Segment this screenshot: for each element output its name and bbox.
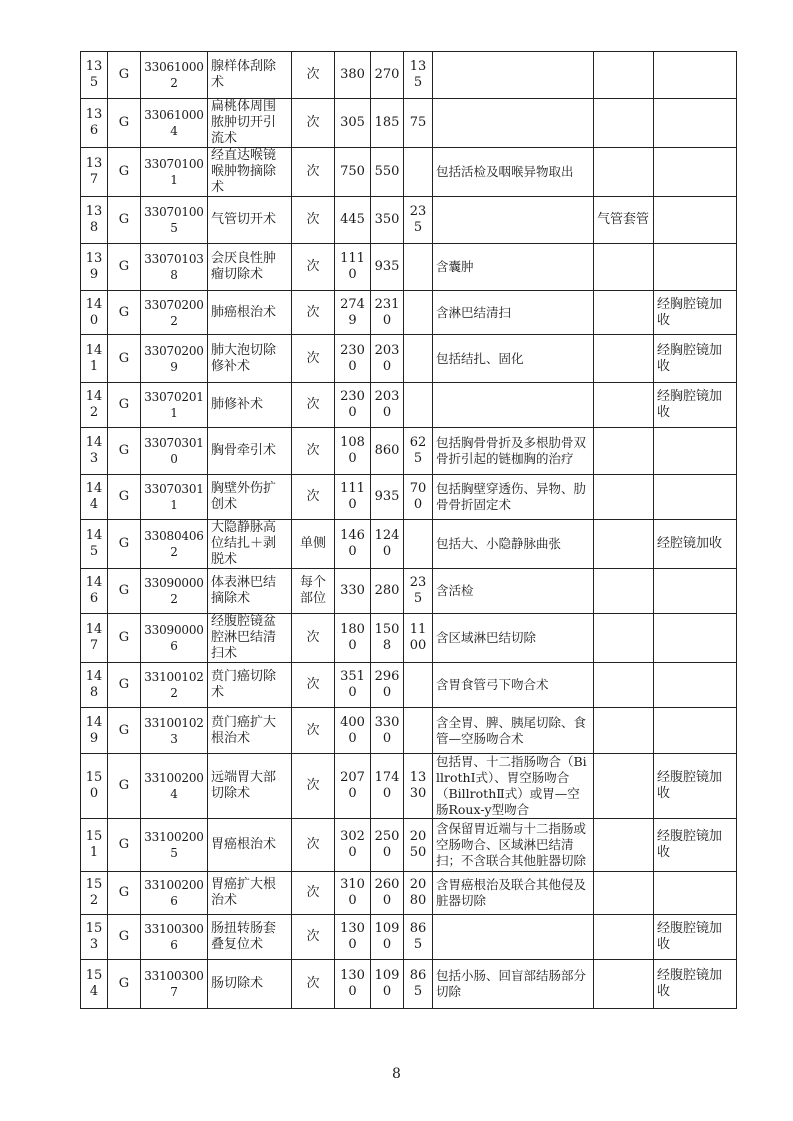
excluded-items-cell	[594, 520, 654, 569]
remark-cell	[654, 475, 737, 520]
excluded-items-cell	[594, 244, 654, 291]
table-row	[81, 708, 737, 754]
remark-cell	[654, 663, 737, 708]
table-row	[81, 754, 737, 819]
category-code-cell: G	[108, 148, 141, 197]
price-level-1-cell: 2300	[335, 383, 371, 428]
row-number-cell: 135	[81, 52, 108, 99]
excluded-items-cell	[594, 663, 654, 708]
item-code-cell: 330610004	[141, 99, 208, 148]
excluded-items-cell	[594, 383, 654, 428]
item-description-cell: 包括大、小隐静脉曲张	[433, 520, 594, 569]
table-row	[81, 475, 737, 520]
item-code-cell: 331003006	[141, 915, 208, 960]
row-number-cell: 147	[81, 614, 108, 663]
item-code-cell: 330702009	[141, 335, 208, 383]
item-name-cell: 会厌良性肿瘤切除术	[208, 244, 292, 291]
table-row	[81, 915, 737, 960]
remark-cell	[654, 99, 737, 148]
pricing-unit-cell: 次	[292, 819, 335, 872]
row-number-cell: 149	[81, 708, 108, 754]
pricing-unit-cell: 次	[292, 960, 335, 1009]
item-description-cell: 包括胸骨骨折及多根肋骨双骨折引起的链枷胸的治疗	[433, 428, 594, 475]
row-number-cell: 153	[81, 915, 108, 960]
remark-cell: 经胸腔镜加收	[654, 335, 737, 383]
item-code-cell: 331001023	[141, 708, 208, 754]
price-level-1-cell: 2749	[335, 291, 371, 335]
remark-cell: 经胸腔镜加收	[654, 291, 737, 335]
excluded-items-cell	[594, 148, 654, 197]
item-code-cell: 330900006	[141, 614, 208, 663]
item-description-cell: 包括活检及咽喉异物取出	[433, 148, 594, 197]
category-code-cell: G	[108, 99, 141, 148]
item-description-cell	[433, 99, 594, 148]
price-level-1-cell: 1800	[335, 614, 371, 663]
remark-cell	[654, 197, 737, 244]
table-row	[81, 197, 737, 244]
table-row	[81, 291, 737, 335]
row-number-cell: 146	[81, 569, 108, 614]
category-code-cell: G	[108, 197, 141, 244]
price-level-2-cell: 2310	[371, 291, 404, 335]
remark-cell	[654, 708, 737, 754]
row-number-cell: 143	[81, 428, 108, 475]
item-code-cell: 331001022	[141, 663, 208, 708]
item-description-cell: 含淋巴结清扫	[433, 291, 594, 335]
item-name-cell: 大隐静脉高位结扎＋剥脱术	[208, 520, 292, 569]
item-description-cell: 含区域淋巴结切除	[433, 614, 594, 663]
price-level-3-cell: 1330	[404, 754, 433, 819]
price-level-2-cell: 2960	[371, 663, 404, 708]
item-name-cell: 贲门癌切除术	[208, 663, 292, 708]
row-number-cell: 150	[81, 754, 108, 819]
item-name-cell: 肺大泡切除修补术	[208, 335, 292, 383]
row-number-cell: 139	[81, 244, 108, 291]
category-code-cell: G	[108, 475, 141, 520]
category-code-cell: G	[108, 663, 141, 708]
price-level-3-cell: 1100	[404, 614, 433, 663]
item-name-cell: 远端胃大部切除术	[208, 754, 292, 819]
excluded-items-cell: 气管套管	[594, 197, 654, 244]
price-level-2-cell: 1090	[371, 960, 404, 1009]
category-code-cell: G	[108, 915, 141, 960]
excluded-items-cell	[594, 569, 654, 614]
item-description-cell: 含囊肿	[433, 244, 594, 291]
category-code-cell: G	[108, 520, 141, 569]
excluded-items-cell	[594, 872, 654, 915]
price-level-1-cell: 750	[335, 148, 371, 197]
item-name-cell: 肠扭转肠套叠复位术	[208, 915, 292, 960]
remark-cell: 经腔镜加收	[654, 520, 737, 569]
excluded-items-cell	[594, 99, 654, 148]
item-name-cell: 贲门癌扩大根治术	[208, 708, 292, 754]
excluded-items-cell	[594, 960, 654, 1009]
table-row	[81, 244, 737, 291]
table-row	[81, 819, 737, 872]
price-level-3-cell: 75	[404, 99, 433, 148]
row-number-cell: 154	[81, 960, 108, 1009]
price-level-3-cell	[404, 708, 433, 754]
item-code-cell: 330702002	[141, 291, 208, 335]
excluded-items-cell	[594, 475, 654, 520]
item-code-cell: 331003007	[141, 960, 208, 1009]
item-name-cell: 肺癌根治术	[208, 291, 292, 335]
item-name-cell: 胸壁外伤扩创术	[208, 475, 292, 520]
price-level-1-cell: 2070	[335, 754, 371, 819]
row-number-cell: 142	[81, 383, 108, 428]
item-name-cell: 经直达喉镜喉肿物摘除术	[208, 148, 292, 197]
table-row	[81, 960, 737, 1009]
item-description-cell	[433, 52, 594, 99]
excluded-items-cell	[594, 52, 654, 99]
price-level-3-cell: 625	[404, 428, 433, 475]
page-number: 8	[392, 1066, 401, 1082]
remark-cell	[654, 428, 737, 475]
price-level-3-cell	[404, 520, 433, 569]
item-name-cell: 胸骨牵引术	[208, 428, 292, 475]
price-level-1-cell: 2300	[335, 335, 371, 383]
price-level-2-cell: 185	[371, 99, 404, 148]
category-code-cell: G	[108, 569, 141, 614]
category-code-cell: G	[108, 428, 141, 475]
item-description-cell: 含活检	[433, 569, 594, 614]
price-level-2-cell: 935	[371, 475, 404, 520]
price-level-1-cell: 380	[335, 52, 371, 99]
price-level-1-cell: 1080	[335, 428, 371, 475]
table-row	[81, 99, 737, 148]
item-code-cell: 330701005	[141, 197, 208, 244]
item-description-cell: 包括小肠、回盲部结肠部分切除	[433, 960, 594, 1009]
pricing-unit-cell: 次	[292, 99, 335, 148]
pricing-unit-cell: 每个部位	[292, 569, 335, 614]
item-code-cell: 330701038	[141, 244, 208, 291]
table-row	[81, 872, 737, 915]
table-row	[81, 148, 737, 197]
item-description-cell: 包括结扎、固化	[433, 335, 594, 383]
price-level-3-cell: 2050	[404, 819, 433, 872]
price-level-1-cell: 1300	[335, 915, 371, 960]
item-name-cell: 胃癌根治术	[208, 819, 292, 872]
pricing-unit-cell: 次	[292, 708, 335, 754]
price-level-2-cell: 350	[371, 197, 404, 244]
item-code-cell: 331002006	[141, 872, 208, 915]
row-number-cell: 141	[81, 335, 108, 383]
price-level-1-cell: 305	[335, 99, 371, 148]
category-code-cell: G	[108, 335, 141, 383]
item-name-cell: 经腹腔镜盆腔淋巴结清扫术	[208, 614, 292, 663]
remark-cell: 经腹腔镜加收	[654, 915, 737, 960]
row-number-cell: 138	[81, 197, 108, 244]
item-description-cell	[433, 383, 594, 428]
category-code-cell: G	[108, 960, 141, 1009]
price-level-1-cell: 1300	[335, 960, 371, 1009]
category-code-cell: G	[108, 819, 141, 872]
remark-cell	[654, 244, 737, 291]
price-level-1-cell: 4000	[335, 708, 371, 754]
item-code-cell: 330703010	[141, 428, 208, 475]
price-level-1-cell: 3100	[335, 872, 371, 915]
price-level-2-cell: 2600	[371, 872, 404, 915]
price-level-3-cell: 235	[404, 197, 433, 244]
pricing-unit-cell: 次	[292, 148, 335, 197]
price-level-3-cell: 865	[404, 915, 433, 960]
row-number-cell: 151	[81, 819, 108, 872]
price-table	[80, 51, 737, 1009]
pricing-unit-cell: 次	[292, 197, 335, 244]
price-level-2-cell: 2500	[371, 819, 404, 872]
row-number-cell: 148	[81, 663, 108, 708]
item-description-cell	[433, 197, 594, 244]
price-level-1-cell: 445	[335, 197, 371, 244]
price-level-3-cell	[404, 663, 433, 708]
item-name-cell: 胃癌扩大根治术	[208, 872, 292, 915]
category-code-cell: G	[108, 291, 141, 335]
table-row	[81, 663, 737, 708]
category-code-cell: G	[108, 872, 141, 915]
item-description-cell: 包括胸壁穿透伤、异物、肋骨骨折固定术	[433, 475, 594, 520]
price-level-2-cell: 1240	[371, 520, 404, 569]
category-code-cell: G	[108, 614, 141, 663]
excluded-items-cell	[594, 819, 654, 872]
category-code-cell: G	[108, 52, 141, 99]
pricing-unit-cell: 次	[292, 383, 335, 428]
item-code-cell: 331002005	[141, 819, 208, 872]
table-row	[81, 428, 737, 475]
pricing-unit-cell: 单侧	[292, 520, 335, 569]
price-level-2-cell: 935	[371, 244, 404, 291]
pricing-unit-cell: 次	[292, 754, 335, 819]
excluded-items-cell	[594, 708, 654, 754]
excluded-items-cell	[594, 754, 654, 819]
pricing-unit-cell: 次	[292, 291, 335, 335]
row-number-cell: 152	[81, 872, 108, 915]
item-code-cell: 330702011	[141, 383, 208, 428]
item-name-cell: 肠切除术	[208, 960, 292, 1009]
item-description-cell: 含胃食管弓下吻合术	[433, 663, 594, 708]
table-row	[81, 335, 737, 383]
price-level-1-cell: 330	[335, 569, 371, 614]
price-level-3-cell	[404, 335, 433, 383]
item-name-cell: 腺样体刮除术	[208, 52, 292, 99]
row-number-cell: 144	[81, 475, 108, 520]
pricing-unit-cell: 次	[292, 244, 335, 291]
item-name-cell: 肺修补术	[208, 383, 292, 428]
category-code-cell: G	[108, 708, 141, 754]
pricing-unit-cell: 次	[292, 872, 335, 915]
item-description-cell: 含全胃、脾、胰尾切除、食管—空肠吻合术	[433, 708, 594, 754]
price-level-2-cell: 860	[371, 428, 404, 475]
price-level-2-cell: 550	[371, 148, 404, 197]
price-level-2-cell: 2030	[371, 383, 404, 428]
price-level-3-cell: 865	[404, 960, 433, 1009]
price-level-2-cell: 1090	[371, 915, 404, 960]
category-code-cell: G	[108, 754, 141, 819]
price-level-2-cell: 1508	[371, 614, 404, 663]
remark-cell	[654, 569, 737, 614]
price-level-3-cell	[404, 291, 433, 335]
excluded-items-cell	[594, 614, 654, 663]
item-code-cell: 331002004	[141, 754, 208, 819]
excluded-items-cell	[594, 428, 654, 475]
item-description-cell: 含保留胃近端与十二指肠或空肠吻合、区域淋巴结清扫；不含联合其他脏器切除	[433, 819, 594, 872]
item-code-cell: 330703011	[141, 475, 208, 520]
pricing-unit-cell: 次	[292, 335, 335, 383]
price-level-1-cell: 3510	[335, 663, 371, 708]
item-name-cell: 气管切开术	[208, 197, 292, 244]
price-level-2-cell: 270	[371, 52, 404, 99]
price-level-2-cell: 2030	[371, 335, 404, 383]
price-level-1-cell: 3020	[335, 819, 371, 872]
row-number-cell: 136	[81, 99, 108, 148]
remark-cell: 经腹腔镜加收	[654, 960, 737, 1009]
price-level-3-cell: 235	[404, 569, 433, 614]
table-body	[81, 52, 737, 1009]
item-code-cell: 330701001	[141, 148, 208, 197]
price-level-1-cell: 1110	[335, 244, 371, 291]
remark-cell: 经腹腔镜加收	[654, 819, 737, 872]
item-description-cell: 含胃癌根治及联合其他侵及脏器切除	[433, 872, 594, 915]
item-description-cell: 包括胃、十二指肠吻合（BillrothⅠ式）、胃空肠吻合（BillrothⅡ式）或胃—空肠Roux-y型吻合	[433, 754, 594, 819]
price-level-3-cell: 135	[404, 52, 433, 99]
pricing-unit-cell: 次	[292, 52, 335, 99]
remark-cell	[654, 148, 737, 197]
table-row	[81, 614, 737, 663]
price-level-2-cell: 1740	[371, 754, 404, 819]
price-level-3-cell: 2080	[404, 872, 433, 915]
price-level-3-cell	[404, 244, 433, 291]
item-code-cell: 330610002	[141, 52, 208, 99]
item-code-cell: 330900002	[141, 569, 208, 614]
pricing-unit-cell: 次	[292, 663, 335, 708]
category-code-cell: G	[108, 383, 141, 428]
price-level-3-cell	[404, 148, 433, 197]
table-row	[81, 383, 737, 428]
price-level-1-cell: 1460	[335, 520, 371, 569]
excluded-items-cell	[594, 335, 654, 383]
excluded-items-cell	[594, 291, 654, 335]
row-number-cell: 140	[81, 291, 108, 335]
remark-cell: 经胸腔镜加收	[654, 383, 737, 428]
excluded-items-cell	[594, 915, 654, 960]
remark-cell	[654, 872, 737, 915]
item-name-cell: 扁桃体周围脓肿切开引流术	[208, 99, 292, 148]
item-name-cell: 体表淋巴结摘除术	[208, 569, 292, 614]
category-code-cell: G	[108, 244, 141, 291]
pricing-unit-cell: 次	[292, 614, 335, 663]
row-number-cell: 137	[81, 148, 108, 197]
remark-cell: 经腹腔镜加收	[654, 754, 737, 819]
price-level-2-cell: 3300	[371, 708, 404, 754]
remark-cell	[654, 52, 737, 99]
item-description-cell	[433, 915, 594, 960]
remark-cell	[654, 614, 737, 663]
table-row	[81, 569, 737, 614]
table-row	[81, 52, 737, 99]
price-level-2-cell: 280	[371, 569, 404, 614]
pricing-unit-cell: 次	[292, 915, 335, 960]
price-level-3-cell	[404, 383, 433, 428]
price-level-3-cell: 700	[404, 475, 433, 520]
pricing-unit-cell: 次	[292, 475, 335, 520]
row-number-cell: 145	[81, 520, 108, 569]
item-code-cell: 330804062	[141, 520, 208, 569]
pricing-unit-cell: 次	[292, 428, 335, 475]
table-row	[81, 520, 737, 569]
price-level-1-cell: 1110	[335, 475, 371, 520]
